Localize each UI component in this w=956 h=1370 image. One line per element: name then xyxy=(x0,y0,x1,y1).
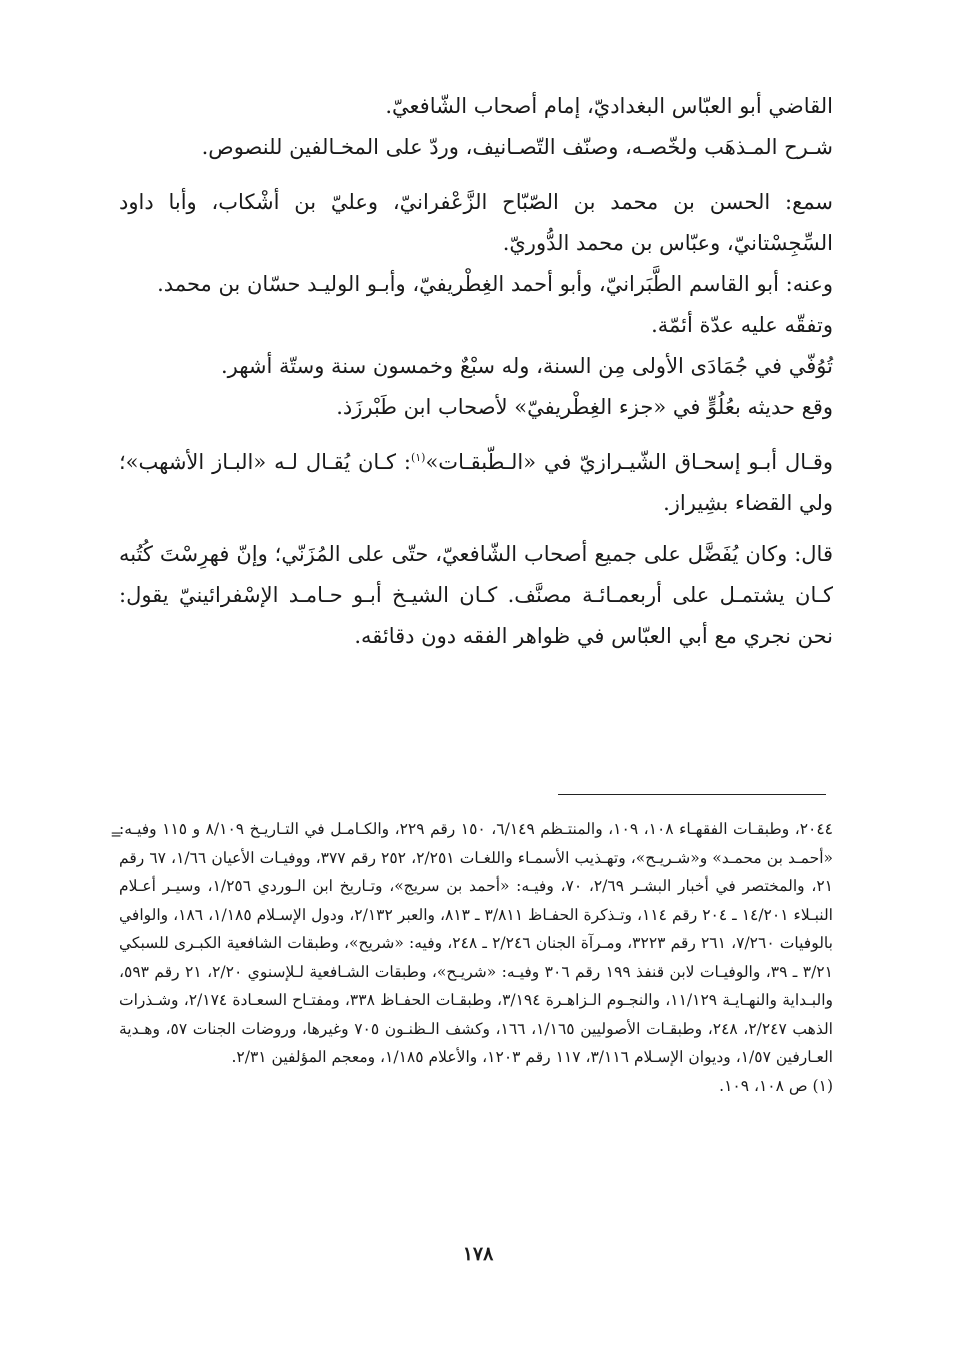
paragraph-5: وتفقّه عليه عدّة أئمّة. xyxy=(651,313,833,337)
footnote-divider xyxy=(558,794,826,795)
footnote-1: (١) ص ١٠٨، ١٠٩. xyxy=(719,1076,833,1095)
paragraph-4: وعنه: أبو القاسم الطَّبَرانيّ، وأبو أحمد الغِطْريفيّ، وأبـو الوليـد حسّان بن محمد. xyxy=(157,272,833,296)
paragraph-8-start: وقـال أبـو إسحـاق الشّيـرازيّ في «الـطّبقـات» xyxy=(425,450,833,474)
paragraph-6: تُوُفّي في جُمَادَى الأولى مِن السنة، وله سبْعٌ وخمسون سنة وستّة أشهر. xyxy=(220,354,833,378)
paragraph-2: شـرح المـذهَب ولخّصـه، وصنّف التّصـانيف، وردّ على المخـالفين للنصوص. xyxy=(201,135,833,159)
paragraph-3: سمع: الحسن بن محمد بن الصّبّاح الزَّعْفرانيّ، وعليّ بن أشْكاب، وأبا داود السِّجِسْتانيّ، وعبّاس بن محمد الدُّوريّ. xyxy=(119,190,833,255)
footnote-continuation-mark: = xyxy=(110,827,122,843)
paragraph-8-end: : كـان يُقـال لـه «البـاز الأشهب»؛ ولي القضاء بشِيراز. xyxy=(119,450,833,515)
paragraph-7: وقع حديثه بعُلُوٍّ في «جزء الغِطْريفيّ» لأصحاب ابن طَبْرزَذ. xyxy=(336,395,833,419)
paragraph-8 xyxy=(119,442,833,524)
page-number: ١٧٨ xyxy=(462,1243,494,1265)
paragraph-9: قال: وكان يُفَضَّل على جميع أصحاب الشّافعيّ، حتّى على المُزَنّي؛ وإنّ فهرِسْتَ كُتُبه كـان يشتمـل على أربعمـائـة مصنَّف. كـان الشيـخ أبـو حـامـد الإسْفرائينيّ يقول: نحن نجري مع أبي العبّاس في ظواهر الفقه دون دقائقه. xyxy=(119,542,833,648)
footnote-sources: ٢٠٤٤، وطبقـات الفقهـاء ١٠٨، ١٠٩، والمنتـظم ٦/١٤٩، ١٥٠ رقم ٢٢٩، والكـامـل في التـاريـخ ٨/١٠٩ و ١١٥ وفيـه: «أحمـد بن محمـد» و«شـريـح»، وتهـذيب الأسمـاء واللغـات ٢/٢٥١، ٢٥٢ رقم ٣٧٧، ووفيـات الأعيان ١/٦٦، ٦٧ رقم ٢١، والمختصر في أخبار البشـر ٢/٦٩، ٧٠، وفيـه: «أحمد بن سريج»، وتـاريخ ابن الـوردي ١/٢٥٦، وسيـر أعـلام النبـلاء ١٤/٢٠١ ـ ٢٠٤ رقم ١١٤، وتـذكرة الحفـاظ ٣/٨١١ ـ ٨١٣، والعبر ٢/١٣٢، ودول الإسـلام ١/١٨٥، ١٨٦، والوافي بالوفيات ٧/٢٦٠، ٢٦١ رقم ٣٢٢٣، ومـرآة الجنان ٢/٢٤٦ ـ ٢٤٨، وفيه: «شريح»، وطبقات الشافعية الكبـرى للسبكي ٣/٢١ ـ ٣٩، والوفيـات لابن قنفذ ١٩٩ رقم ٣٠٦ وفيـه: «شريـح»، وطبقات الشـافعية لـلإسنوي ٢/٢٠، ٢١ رقم ٥٩٣، والبـداية والنهـايـة ١١/١٢٩، والنجـوم الـزاهـرة ٣/١٩٤، وطبقـات الحفـاظ ٣٣٨، ومفتـاح السعـادة ٢/١٧٤، وشـذرات الذهب ٢/٢٤٧، ٢٤٨، وطبقـات الأصوليين ١/١٦٥، ١٦٦، وكشف الـظنـون ٧٠٥ وغيرها، وروضات الجنات ٥٧، وهـدية العـارفين ١/٥٧، وديوان الإسـلام ٣/١١٦، ١١٧ رقم ١٢٠٣، والأعلام ١/١٨٥، ومعجم المؤلفين ٢/٣١. xyxy=(119,820,834,1066)
paragraph-1: القاضي أبو العبّاس البغداديّ، إمام أصحاب الشّافعيّ. xyxy=(385,94,833,118)
footnotes xyxy=(119,815,833,1100)
main-text xyxy=(119,86,833,657)
footnote-reference[interactable]: (١) xyxy=(410,451,426,464)
